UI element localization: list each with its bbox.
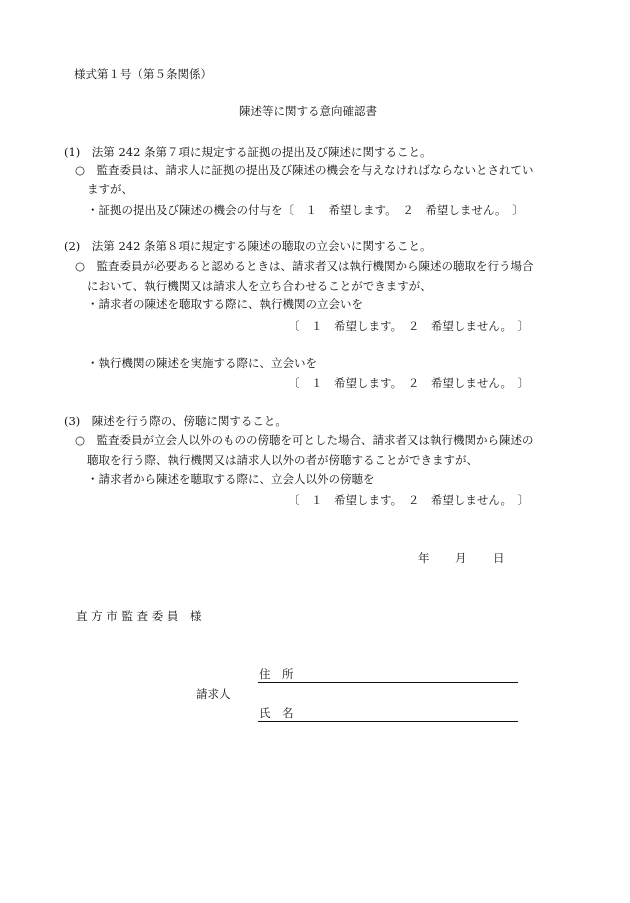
- address-label: 住 所: [259, 667, 294, 681]
- section2-item2: ・執行機関の陳述を実施する際に、立会いを: [87, 356, 317, 370]
- section2-note-line2: において、執行機関又は請求人を立ち合わせることができますが、: [87, 279, 432, 293]
- section2-item1: ・請求者の陳述を聴取する際に、執行機関の立会いを: [87, 297, 363, 311]
- date-day: 日: [493, 551, 505, 565]
- claimant-label: 請求人: [196, 687, 231, 701]
- section3-item1-choice: 〔 １ 希望します。 ２ 希望しません。 〕: [288, 493, 530, 507]
- section1-note-line1: ○ 監査委員は、請求人に証拠の提出及び陳述の機会を与えなければならないとされてい: [75, 163, 534, 177]
- section1-heading: (1) 法第 242 条第７項に規定する証拠の提出及び陳述に関すること。: [64, 145, 432, 159]
- section2-note-line1: ○ 監査委員が必要あると認めるときは、請求者又は執行機関から陳述の聴取を行う場合: [75, 259, 534, 273]
- section3-note-line1: ○ 監査委員が立会人以外のものの傍聴を可とした場合、請求者又は執行機関から陳述の: [75, 433, 534, 447]
- section3-item1: ・請求者から陳述を聴取する際に、立会人以外の傍聴を: [87, 472, 375, 486]
- section1-note-line2: ますが、: [87, 182, 133, 196]
- section1-item: ・証拠の提出及び陳述の機会の付与を〔 １ 希望します。 ２ 希望しません。 〕: [87, 203, 524, 217]
- section3-note-line2: 聴取を行う際、執行機関又は請求人以外の者が傍聴することができますが、: [87, 453, 478, 467]
- section2-item1-choice: 〔 １ 希望します。 ２ 希望しません。 〕: [288, 319, 530, 333]
- address-field[interactable]: [258, 682, 518, 683]
- date-month: 月: [455, 551, 467, 565]
- section2-item2-choice: 〔 １ 希望します。 ２ 希望しません。 〕: [288, 376, 530, 390]
- name-field[interactable]: [258, 721, 518, 722]
- form-number: 様式第１号（第５条関係）: [74, 67, 212, 81]
- document-title: 陳述等に関する意向確認書: [239, 104, 377, 118]
- section2-heading: (2) 法第 242 条第８項に規定する陳述の聴取の立会いに関すること。: [64, 239, 432, 253]
- date-year: 年: [418, 551, 430, 565]
- name-label: 氏 名: [259, 706, 294, 720]
- addressee: 直 方 市 監 査 委 員 様: [76, 609, 202, 623]
- section3-heading: (3) 陳述を行う際の、傍聴に関すること。: [64, 414, 287, 428]
